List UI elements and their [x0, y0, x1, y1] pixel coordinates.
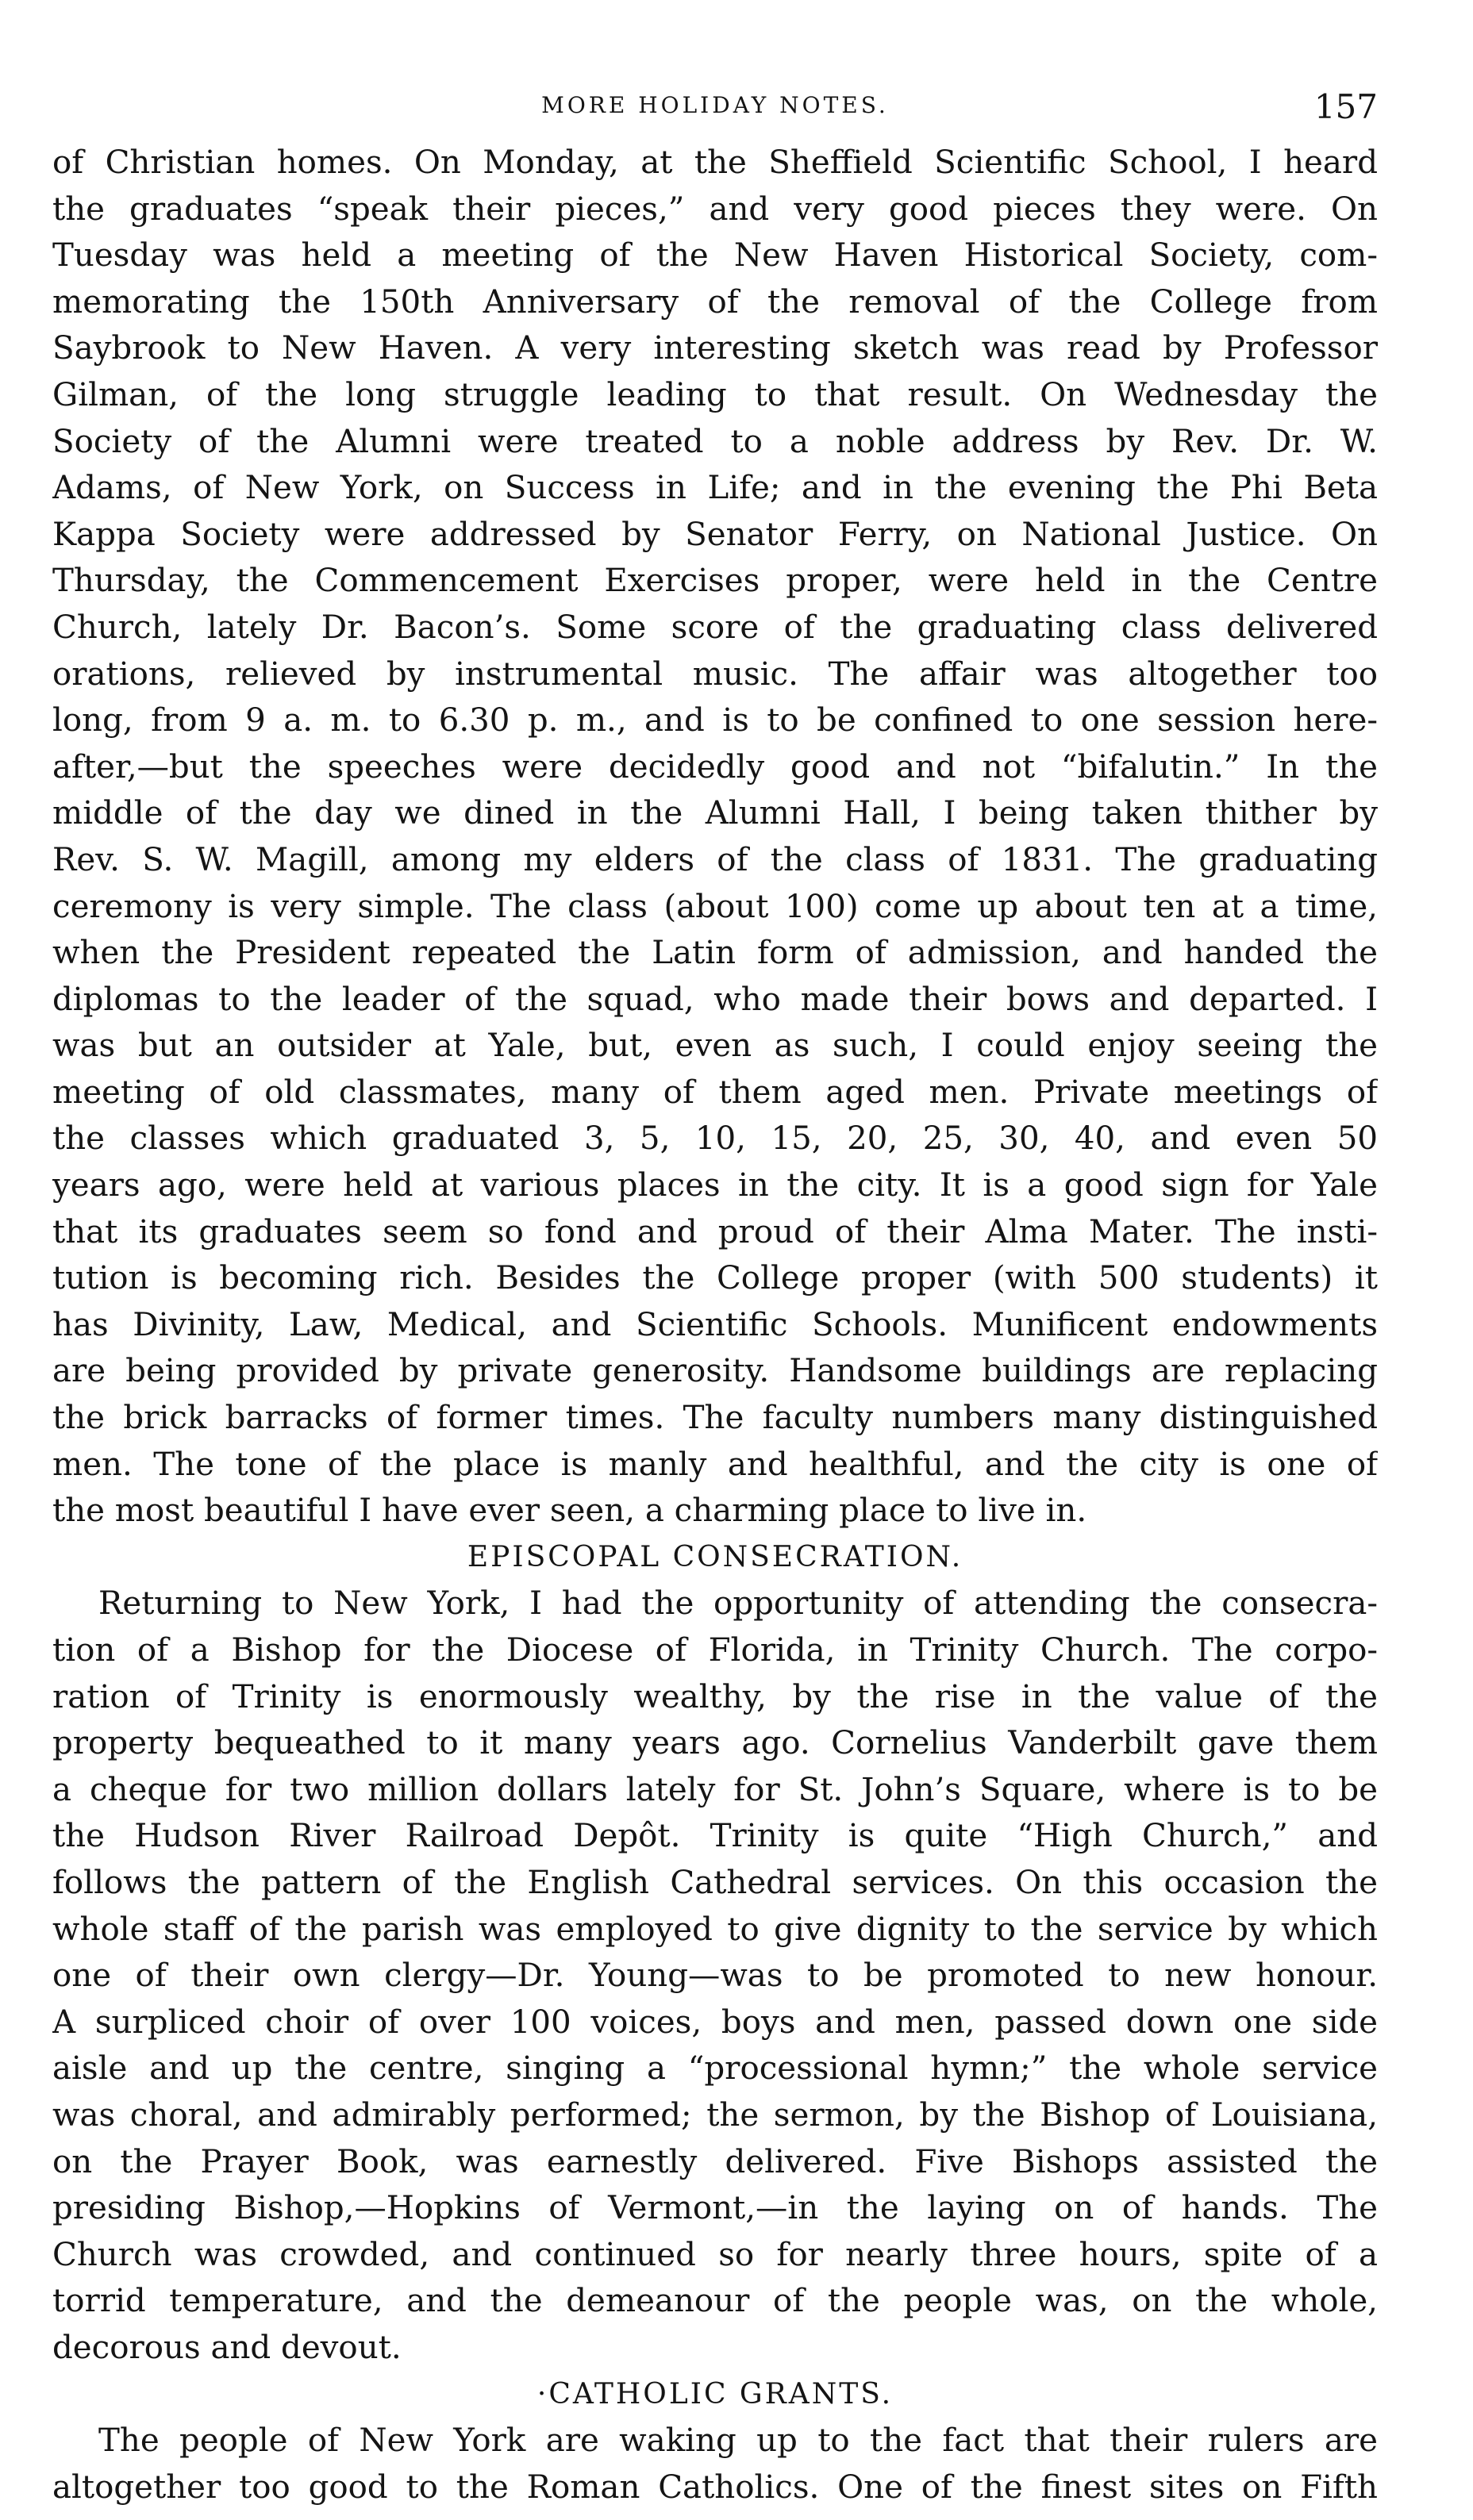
page-number: 157 [1313, 87, 1378, 126]
text-line: after,—but the speeches were decidedly good and not “bifalutin.” In the [52, 747, 1378, 786]
text-line: years ago, were held at various places in the city. It is a good sign for Yale [52, 1166, 1378, 1204]
text-line: A surpliced choir of over 100 voices, boys and men, passed down one side [52, 2003, 1378, 2041]
text-line: Saybrook to New Haven. A very interesting sketch was read by Professor [52, 329, 1378, 367]
text-line: Church was crowded, and continued so for nearly three hours, spite of a [52, 2235, 1378, 2273]
text-line: middle of the day we dined in the Alumni Hall, I being taken thither by [52, 794, 1378, 832]
text-line: the graduates “speak their pieces,” and very good pieces they were. On [52, 190, 1378, 228]
running-title: MORE HOLIDAY NOTES. [541, 92, 889, 118]
text-line: was but an outsider at Yale, but, even as such, I could enjoy seeing the [52, 1027, 1378, 1065]
book-page [52, 56, 1378, 2510]
text-line: the classes which graduated 3, 5, 10, 15, 20, 25, 30, 40, and even 50 [52, 1120, 1378, 1158]
text-line: altogether too good to the Roman Catholics. One of the finest sites on Fifth [52, 2468, 1378, 2506]
text-line: whole staff of the parish was employed to give dignity to the service by which [52, 1910, 1378, 1948]
text-line: Returning to New York, I had the opportunity of attending the consecra- [98, 1585, 1378, 1623]
text-line: has Divinity, Law, Medical, and Scientific Schools. Munificent endowments [52, 1305, 1378, 1343]
text-line: aisle and up the centre, singing a “processional hymn;” the whole service [52, 2049, 1378, 2088]
text-line: are being provided by private generosity. Handsome buildings are replacing [52, 1352, 1378, 1390]
text-line: the Hudson River Railroad Depôt. Trinity is quite “High Church,” and [52, 1817, 1378, 1855]
text-line: the brick barracks of former times. The faculty numbers many distinguished [52, 1399, 1378, 1437]
section-heading: ·CATHOLIC GRANTS. [537, 2377, 894, 2411]
text-line: Church, lately Dr. Bacon’s. Some score of the graduating class delivered [52, 608, 1378, 646]
text-line: was choral, and admirably performed; the sermon, by the Bishop of Louisiana, [52, 2096, 1378, 2134]
text-line: when the President repeated the Latin form of admission, and handed the [52, 934, 1378, 972]
text-line: property bequeathed to it many years ago. Cornelius Vanderbilt gave them [52, 1724, 1378, 1762]
text-line: that its graduates seem so fond and proud of their Alma Mater. The insti- [52, 1212, 1378, 1250]
text-line: men. The tone of the place is manly and healthful, and the city is one of [52, 1445, 1378, 1483]
text-line: Society of the Alumni were treated to a noble address by Rev. Dr. W. [52, 422, 1378, 460]
section-heading: EPISCOPAL CONSECRATION. [467, 1540, 963, 1573]
text-line: the most beautiful I have ever seen, a charming place to live in. [52, 1492, 1087, 1530]
body-text [52, 140, 1378, 2510]
text-line: diplomas to the leader of the squad, who made their bows and departed. I [52, 980, 1378, 1018]
text-line: on the Prayer Book, was earnestly delivered. Five Bishops assisted the [52, 2142, 1378, 2180]
text-line: Tuesday was held a meeting of the New Haven Historical Society, com- [52, 236, 1378, 275]
text-line: tution is becoming rich. Besides the College proper (with 500 students) it [52, 1259, 1378, 1297]
text-line: Kappa Society were addressed by Senator Ferry, on National Justice. On [52, 515, 1378, 553]
text-line: The people of New York are waking up to the fact that their rulers are [98, 2422, 1378, 2460]
text-line: ration of Trinity is enormously wealthy, by the rise in the value of the [52, 1677, 1378, 1715]
text-line: torrid temperature, and the demeanour of the people was, on the whole, [52, 2282, 1378, 2320]
text-line: Thursday, the Commencement Exercises proper, were held in the Centre [52, 562, 1378, 600]
text-line: Adams, of New York, on Success in Life; and in the evening the Phi Beta [52, 469, 1378, 507]
text-line: Rev. S. W. Magill, among my elders of the class of 1831. The graduating [52, 840, 1378, 878]
text-line: follows the pattern of the English Cathedral services. On this occasion the [52, 1863, 1378, 1901]
text-line: meeting of old classmates, many of them aged men. Private meetings of [52, 1073, 1378, 1111]
text-line: presiding Bishop,—Hopkins of Vermont,—in the laying on of hands. The [52, 2189, 1378, 2227]
text-line: of Christian homes. On Monday, at the Sheffield Scientific School, I heard [52, 144, 1378, 181]
text-line: decorous and devout. [52, 2328, 402, 2366]
running-head [52, 56, 1378, 126]
text-line: orations, relieved by instrumental music. The affair was altogether too [52, 655, 1378, 693]
text-line: memorating the 150th Anniversary of the removal of the College from [52, 282, 1378, 321]
text-line: tion of a Bishop for the Diocese of Florida, in Trinity Church. The corpo- [52, 1631, 1378, 1669]
text-line: long, from 9 a. m. to 6.30 p. m., and is to be confined to one session here- [52, 701, 1378, 739]
text-line: one of their own clergy—Dr. Young—was to be promoted to new honour. [52, 1957, 1378, 1995]
text-line: a cheque for two million dollars lately for St. John’s Square, where is to be [52, 1770, 1378, 1808]
text-line: Gilman, of the long struggle leading to that result. On Wednesday the [52, 375, 1378, 413]
text-line: ceremony is very simple. The class (about 100) come up about ten at a time, [52, 887, 1378, 925]
